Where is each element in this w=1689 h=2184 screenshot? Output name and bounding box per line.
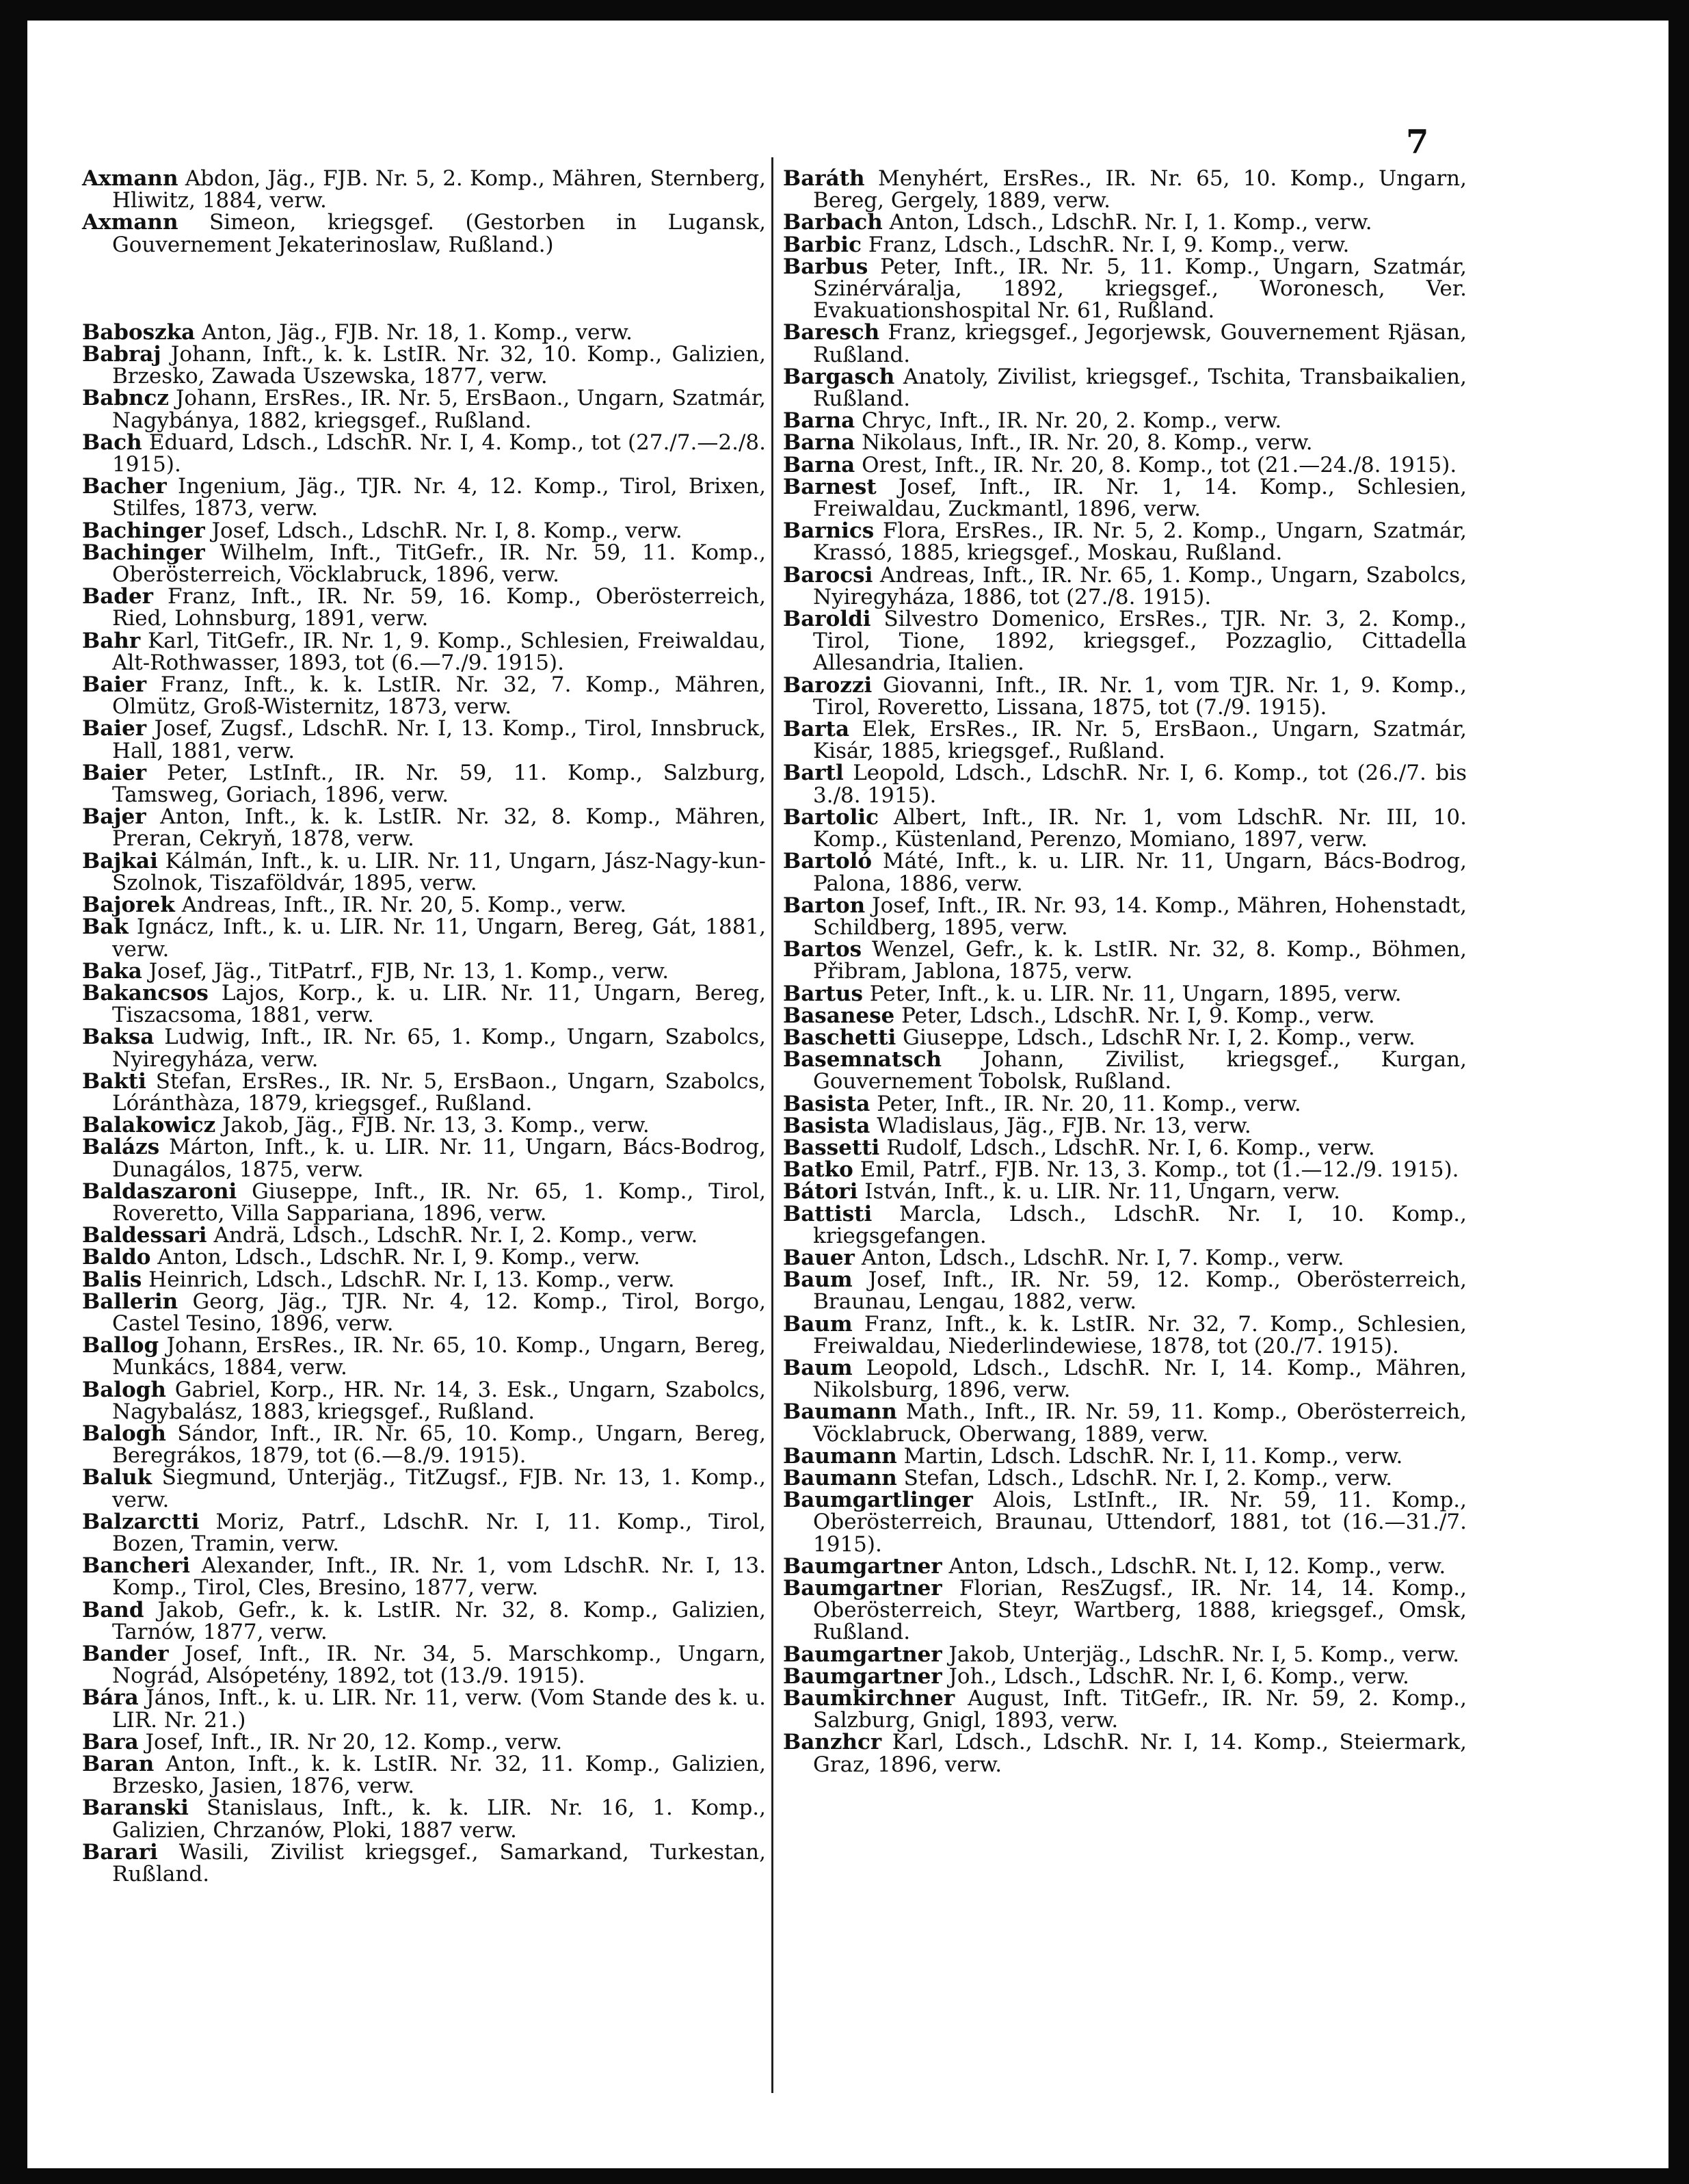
- list-item: [783, 1313, 1467, 1357]
- entry-surname: Bak: [82, 915, 129, 940]
- entry-details: Ingenium, Jäg., TJR. Nr. 4, 12. Komp., Tirol, Brixen, Stilfes, 1873, verw.: [112, 474, 766, 521]
- entry-surname: Bakancsos: [82, 980, 209, 1005]
- list-item: [82, 1379, 766, 1423]
- entry-surname: Ballerin: [82, 1289, 178, 1314]
- entry-surname: Baldo: [82, 1245, 151, 1270]
- entry-details: Wilhelm, Inft., TitGefr., IR. Nr. 59, 11. Komp., Oberösterreich, Vöcklabruck, 1896, verw.: [112, 540, 767, 588]
- entry-surname: Axmann: [82, 166, 178, 191]
- list-item: [783, 1203, 1467, 1247]
- entry-surname: Bartus: [783, 981, 863, 1006]
- entry-details: Johann, Inft., k. k. LstIR. Nr. 32, 10. Komp., Galizien, Brzesko, Zawada Uszewska, 1877, verw.: [112, 342, 766, 389]
- list-item: [82, 718, 766, 761]
- entry-details: Karl, Ldsch., LdschR. Nr. I, 14. Komp., Steiermark, Graz, 1896, verw.: [813, 1730, 1467, 1777]
- list-item: [82, 1421, 766, 1469]
- list-item: [82, 630, 766, 674]
- entry-surname: Basista: [783, 1091, 870, 1116]
- entry-details: Rudolf, Ldsch., LdschR. Nr. I, 6. Komp., verw.: [886, 1135, 1375, 1160]
- entry-surname: Babncz: [82, 386, 169, 411]
- entry-details: Giuseppe, Ldsch., LdschR Nr. I, 2. Komp., verw.: [903, 1025, 1415, 1050]
- entry-details: Franz, Inft., IR. Nr. 59, 16. Komp., Oberösterreich, Ried, Lohnsburg, 1891, verw.: [112, 584, 766, 631]
- entry-surname: Baldessari: [82, 1223, 207, 1248]
- entry-details: Johann, Zivilist, kriegsgef., Kurgan, Gouvernement Tobolsk, Rußland.: [813, 1047, 1467, 1094]
- list-item: [82, 586, 766, 629]
- list-item: [783, 608, 1467, 674]
- list-item: [783, 476, 1467, 520]
- entry-surname: Baumann: [783, 1465, 897, 1490]
- list-item: [82, 1753, 766, 1797]
- entry-surname: Balakowicz: [82, 1113, 216, 1138]
- list-item: [783, 1159, 1467, 1181]
- entry-surname: Barari: [82, 1839, 158, 1865]
- entry-surname: Baldaszaroni: [82, 1179, 237, 1204]
- entry-surname: Bajkai: [82, 848, 158, 873]
- entry-surname: Baroldi: [783, 607, 871, 632]
- list-item: [82, 1599, 766, 1643]
- entry-surname: Baka: [82, 958, 142, 984]
- entry-surname: Barta: [783, 717, 850, 742]
- entry-details: Anton, Ldsch., LdschR. Nr. I, 7. Komp., verw.: [861, 1245, 1344, 1270]
- entry-details: Josef, Zugsf., LdschR. Nr. I, 13. Komp., Tirol, Innsbruck, Hall, 1881, verw.: [112, 716, 766, 763]
- entry-details: Márton, Inft., k. u. LIR. Nr. 11, Ungarn, Bács-Bodrog, Dunagálos, 1875, verw.: [112, 1135, 767, 1182]
- list-item: [783, 366, 1467, 410]
- list-item: [783, 1577, 1467, 1644]
- entry-details: Ludwig, Inft., IR. Nr. 65, 1. Komp., Ungarn, Szabolcs, Nyiregyháza, verw.: [112, 1025, 766, 1072]
- entry-details: Moriz, Patrf., LdschR. Nr. I, 11. Komp., Tirol, Bozen, Tramin, verw.: [112, 1509, 766, 1556]
- entry-details: Franz, kriegsgef., Jegorjewsk, Gouvernement Rjäsan, Rußland.: [813, 320, 1467, 367]
- entry-details: Kálmán, Inft., k. u. LIR. Nr. 11, Ungarn, Jász-Nagy-kun-Szolnok, Tiszaföldvár, 1895, verw.: [112, 848, 767, 895]
- entry-surname: Baier: [82, 760, 147, 785]
- list-item: [783, 983, 1467, 1005]
- entry-details: Lajos, Korp., k. u. LIR. Nr. 11, Ungarn, Bereg, Tiszacsoma, 1881, verw.: [112, 980, 766, 1028]
- list-item: [82, 982, 766, 1026]
- entry-details: Franz, Ldsch., LdschR. Nr. I, 9. Komp., verw.: [868, 232, 1350, 257]
- entry-surname: Band: [82, 1597, 144, 1622]
- entry-surname: Barnics: [783, 518, 875, 544]
- entry-surname: Bartolic: [783, 804, 879, 830]
- entry-details: Gabriel, Korp., HR. Nr. 14, 3. Esk., Ungarn, Szabolcs, Nagybalász, 1883, kriegsgef., Rußland.: [112, 1377, 766, 1424]
- entry-surname: Basanese: [783, 1003, 895, 1028]
- entry-surname: Barna: [783, 430, 855, 456]
- list-item: [82, 1136, 766, 1180]
- entry-details: Chryc, Inft., IR. Nr. 20, 2. Komp., verw.: [862, 408, 1282, 434]
- list-item: [783, 895, 1467, 938]
- entry-surname: Banzhcr: [783, 1730, 882, 1755]
- list-item: [783, 850, 1467, 894]
- entry-details: Peter, LstInft., IR. Nr. 59, 11. Komp., Salzburg, Tamsweg, Goriach, 1896, verw.: [112, 760, 767, 808]
- entry-details: Franz, Inft., k. k. LstIR. Nr. 32, 7. Komp., Mähren, Olmütz, Groß-Wisternitz, 1873, verw.: [112, 672, 766, 720]
- entry-surname: Baumgartlinger: [783, 1488, 973, 1513]
- entry-details: Menyhért, ErsRes., IR. Nr. 65, 10. Komp., Ungarn, Bereg, Gergely, 1889, verw.: [813, 166, 1467, 213]
- list-item: [783, 1027, 1467, 1049]
- list-item: [783, 718, 1467, 762]
- entry-details: Peter, Ldsch., LdschR. Nr. I, 9. Komp., verw.: [901, 1003, 1375, 1028]
- entry-surname: Baum: [783, 1311, 853, 1337]
- list-item: [82, 1224, 766, 1246]
- list-item: [783, 1269, 1467, 1313]
- right-column: [783, 168, 1467, 1776]
- entry-surname: Barbach: [783, 210, 883, 235]
- entry-details: Martin, Ldsch. LdschR. Nr. I, 11. Komp., verw.: [903, 1443, 1403, 1469]
- entry-surname: Bartos: [783, 937, 862, 962]
- entry-surname: Balzarctti: [82, 1509, 200, 1534]
- list-item: [82, 1797, 766, 1841]
- entry-surname: Bartoló: [783, 849, 873, 874]
- entry-details: Flora, ErsRes., IR. Nr. 5, 2. Komp., Ungarn, Szatmár, Krassó, 1885, kriegsgef., Moskau, Rußland.: [813, 518, 1467, 566]
- list-item: [783, 256, 1467, 322]
- entry-surname: Basemnatsch: [783, 1047, 942, 1073]
- list-item: [783, 1093, 1467, 1115]
- list-item: [82, 432, 766, 475]
- entry-details: Alexander, Inft., IR. Nr. 1, vom LdschR. Nr. I, 13. Komp., Tirol, Cles, Bresino, 1877, verw.: [112, 1553, 766, 1601]
- entry-details: Jakob, Gefr., k. k. LstIR. Nr. 32, 8. Komp., Galizien, Tarnów, 1877, verw.: [112, 1597, 766, 1644]
- entry-surname: Baumann: [783, 1399, 897, 1425]
- entry-surname: Bajer: [82, 804, 146, 830]
- list-item: [82, 211, 766, 255]
- entry-details: Franz, Inft., k. k. LstIR. Nr. 32, 7. Komp., Schlesien, Freiwaldau, Niederlindewiese, 1878, tot (20./7. 1915).: [813, 1311, 1467, 1358]
- entry-surname: Baráth: [783, 166, 865, 191]
- list-item: [783, 1467, 1467, 1489]
- list-item: [82, 343, 766, 387]
- list-item: [82, 1731, 766, 1753]
- entry-surname: Basista: [783, 1113, 870, 1138]
- entry-surname: Barozzi: [783, 672, 873, 698]
- list-item: [783, 1687, 1467, 1731]
- list-item: [783, 938, 1467, 982]
- list-item: [82, 762, 766, 806]
- entry-surname: Bahr: [82, 628, 141, 653]
- entry-surname: Bartl: [783, 761, 844, 786]
- entry-details: Florian, ResZugsf., IR. Nr. 14, 14. Komp., Oberösterreich, Steyr, Wartberg, 1888, kriegsgef., Omsk, Rußland.: [813, 1576, 1467, 1645]
- list-item: [82, 1269, 766, 1291]
- entry-surname: Bacher: [82, 474, 167, 499]
- list-item: [82, 1070, 766, 1114]
- entry-surname: Baumann: [783, 1443, 897, 1469]
- list-item: [82, 1687, 766, 1731]
- entry-details: Anton, Inft., k. k. LstIR. Nr. 32, 8. Komp., Mähren, Preran, Cekryň, 1878, verw.: [112, 804, 766, 852]
- list-item: [783, 1247, 1467, 1269]
- entry-details: Eduard, Ldsch., LdschR. Nr. I, 4. Komp., tot (27./7.—2./8. 1915).: [112, 430, 767, 477]
- entry-surname: Baumgartner: [783, 1642, 942, 1667]
- entry-details: Josef, Jäg., TitPatrf., FJB, Nr. 13, 1. Komp., verw.: [148, 958, 669, 984]
- list-item: [82, 168, 766, 211]
- entry-surname: Barbic: [783, 232, 862, 257]
- entry-details: Heinrich, Ldsch., LdschR. Nr. I, 13. Komp., verw.: [148, 1267, 675, 1292]
- entry-details: Math., Inft., IR. Nr. 59, 11. Komp., Oberösterreich, Vöcklabruck, Oberwang, 1889, verw.: [813, 1399, 1467, 1447]
- list-item: [82, 916, 766, 960]
- entry-details: Johann, ErsRes., IR. Nr. 5, ErsBaon., Ungarn, Szatmár, Nagybánya, 1882, kriegsgef., Rußland.: [112, 386, 766, 433]
- entry-surname: Bauer: [783, 1245, 855, 1270]
- entry-details: Wladislaus, Jäg., FJB. Nr. 13, verw.: [877, 1113, 1251, 1138]
- list-item: [82, 387, 766, 431]
- entry-details: Jakob, Jäg., FJB. Nr. 13, 3. Komp., verw.: [222, 1113, 650, 1138]
- entry-surname: Bára: [82, 1685, 139, 1711]
- entry-details: Orest, Inft., IR. Nr. 20, 8. Komp., tot (21.—24./8. 1915).: [862, 452, 1457, 477]
- list-item: [783, 520, 1467, 564]
- entry-surname: Babraj: [82, 342, 161, 367]
- entry-details: Anton, Ldsch., LdschR. Nr. I, 9. Komp., verw.: [157, 1245, 641, 1270]
- entry-surname: Bátori: [783, 1179, 858, 1205]
- entry-details: Anton, Ldsch., LdschR. Nt. I, 12. Komp., verw.: [948, 1553, 1446, 1579]
- entry-surname: Baschetti: [783, 1025, 896, 1050]
- list-item: [783, 564, 1467, 608]
- list-item: [783, 1644, 1467, 1666]
- entry-details: Abdon, Jäg., FJB. Nr. 5, 2. Komp., Mähren, Sternberg, Hliwitz, 1884, verw.: [112, 166, 766, 213]
- list-item: [783, 410, 1467, 432]
- list-item: [783, 1005, 1467, 1027]
- entry-surname: Bajorek: [82, 893, 175, 918]
- entry-details: Ignácz, Inft., k. u. LIR. Nr. 11, Ungarn, Bereg, Gát, 1881, verw.: [112, 915, 766, 962]
- entry-details: Josef, Inft., IR. Nr. 1, 14. Komp., Schlesien, Freiwaldau, Zuckmantl, 1896, verw.: [813, 474, 1467, 522]
- entry-details: Anatoly, Zivilist, kriegsgef., Tschita, Transbaikalien, Rußland.: [813, 364, 1467, 412]
- page-number: 7: [1406, 123, 1429, 161]
- entry-surname: Bader: [82, 584, 154, 609]
- entry-details: Marcla, Ldsch., LdschR. Nr. I, 10. Komp., kriegsgefangen.: [813, 1201, 1467, 1248]
- entry-details: Andreas, Inft., IR. Nr. 65, 1. Komp., Ungarn, Szabolcs, Nyiregyháza, 1886, tot (27./8. 1915).: [813, 562, 1467, 609]
- entry-surname: Baier: [82, 716, 147, 741]
- list-item: [82, 960, 766, 982]
- list-item: [783, 806, 1467, 850]
- list-item: [783, 1357, 1467, 1401]
- list-item: [783, 674, 1467, 718]
- list-item: [82, 542, 766, 586]
- entry-details: Anton, Ldsch., LdschR. Nr. I, 1. Komp., verw.: [889, 210, 1372, 235]
- entry-details: Jakob, Unterjäg., LdschR. Nr. I, 5. Komp., verw.: [948, 1642, 1460, 1667]
- entry-surname: Bargasch: [783, 364, 895, 389]
- entry-details: Peter, Inft., IR. Nr. 20, 11. Komp., verw.: [877, 1091, 1301, 1116]
- entry-surname: Bachinger: [82, 518, 205, 543]
- entry-surname: Baksa: [82, 1025, 155, 1050]
- entry-details: Stanislaus, Inft., k. k. LIR. Nr. 16, 1. Komp., Galizien, Chrzanów, Ploki, 1887 verw.: [112, 1795, 766, 1843]
- entry-details: Josef, Inft., IR. Nr. 34, 5. Marschkomp., Ungarn, Nográd, Alsópetény, 1892, tot (13./9. 1915).: [112, 1642, 766, 1689]
- entry-details: Josef, Inft., IR. Nr 20, 12. Komp., verw.: [145, 1729, 563, 1754]
- entry-details: Peter, Inft., IR. Nr. 5, 11. Komp., Ungarn, Szatmár, Szinérváralja, 1892, kriegsgef., Woronesch, Ver. Evakuationshospital Nr. 61, Rußland.: [813, 254, 1467, 324]
- entry-surname: Balogh: [82, 1377, 166, 1402]
- entry-details: August, Inft. TitGefr., IR. Nr. 59, 2. Komp., Salzburg, Gnigl, 1893, verw.: [813, 1686, 1467, 1733]
- list-item: [82, 894, 766, 916]
- entry-details: Georg, Jäg., TJR. Nr. 4, 12. Komp., Tirol, Borgo, Castel Tesino, 1896, verw.: [112, 1289, 766, 1336]
- left-column: [82, 168, 766, 1885]
- list-item: [783, 1663, 1467, 1689]
- entry-surname: Barbus: [783, 254, 868, 279]
- entry-details: Josef, Inft., IR. Nr. 93, 14. Komp., Mähren, Hohenstadt, Schildberg, 1895, verw.: [813, 893, 1467, 940]
- entry-details: Stefan, ErsRes., IR. Nr. 5, ErsBaon., Ungarn, Szabolcs, Lóránthàza, 1879, kriegsgef., Rußland.: [112, 1068, 766, 1116]
- entry-surname: Baum: [783, 1355, 853, 1380]
- entry-surname: Baranski: [82, 1795, 189, 1821]
- entry-surname: Baluk: [82, 1465, 152, 1490]
- entry-details: Giuseppe, Inft., IR. Nr. 65, 1. Komp., Tirol, Roveretto, Villa Sappariana, 1896, verw.: [112, 1179, 766, 1226]
- list-item: [82, 520, 766, 542]
- entry-details: Alois, LstInft., IR. Nr. 59, 11. Komp., Oberösterreich, Braunau, Uttendorf, 1881, tot (16.—31./7. 1915).: [813, 1488, 1467, 1557]
- entry-surname: Barnest: [783, 474, 877, 499]
- list-item: [783, 1401, 1467, 1445]
- entry-surname: Bach: [82, 430, 142, 455]
- entry-surname: Bachinger: [82, 540, 205, 565]
- entry-details: István, Inft., k. u. LIR. Nr. 11, Ungarn, verw.: [864, 1179, 1340, 1205]
- entry-surname: Baumkirchner: [783, 1686, 955, 1711]
- list-item: [783, 1115, 1467, 1137]
- entry-details: Wenzel, Gefr., k. k. LstIR. Nr. 32, 8. Komp., Böhmen, Přibram, Jablona, 1875, verw.: [813, 937, 1467, 984]
- entry-details: Emil, Patrf., FJB. Nr. 13, 3. Komp., tot (1.—12./9. 1915).: [860, 1157, 1459, 1183]
- entry-surname: Ballog: [82, 1333, 159, 1358]
- list-item: [783, 1731, 1467, 1775]
- entry-details: Silvestro Domenico, ErsRes., TJR. Nr. 3, 2. Komp., Tirol, Tione, 1892, kriegsgef., Pozzaglio, Cittadella Allesandria, Italien.: [813, 607, 1467, 676]
- entry-surname: Baier: [82, 672, 147, 698]
- entry-surname: Balis: [82, 1267, 142, 1292]
- entry-details: Andreas, Inft., IR. Nr. 20, 5. Komp., verw.: [181, 893, 627, 918]
- list-item: [82, 1246, 766, 1268]
- entry-details: Simeon, kriegsgef. (Gestorben in Lugansk, Gouvernement Jekaterinoslaw, Rußland.): [112, 210, 766, 257]
- list-item: [82, 806, 766, 850]
- entry-surname: Balogh: [82, 1421, 166, 1446]
- entry-details: Andrä, Ldsch., LdschR. Nr. I, 2. Komp., verw.: [213, 1223, 698, 1248]
- list-item: [82, 475, 766, 519]
- list-item: [783, 1049, 1467, 1092]
- list-item: [82, 674, 766, 718]
- entry-surname: Baum: [783, 1267, 853, 1293]
- list-item: [82, 1334, 766, 1378]
- entry-surname: Baran: [82, 1752, 155, 1777]
- entry-surname: Baboszka: [82, 319, 196, 345]
- entry-surname: Barna: [783, 408, 855, 434]
- entry-details: Stefan, Ldsch., LdschR. Nr. I, 2. Komp., verw.: [903, 1465, 1393, 1490]
- list-item: [783, 1179, 1467, 1205]
- list-item: [82, 1643, 766, 1687]
- entry-surname: Batko: [783, 1157, 853, 1183]
- entry-details: Johann, ErsRes., IR. Nr. 65, 10. Komp., Ungarn, Bereg, Munkács, 1884, verw.: [112, 1333, 767, 1380]
- entry-surname: Barna: [783, 452, 855, 477]
- list-item: [783, 321, 1467, 365]
- list-item: [783, 454, 1467, 476]
- entry-details: Giovanni, Inft., IR. Nr. 1, vom TJR. Nr. 1, 9. Komp., Tirol, Roveretto, Lissana, 1875, tot (7./9. 1915).: [813, 672, 1467, 720]
- entry-details: Nikolaus, Inft., IR. Nr. 20, 8. Komp., verw.: [862, 430, 1313, 456]
- entry-surname: Bancheri: [82, 1553, 191, 1579]
- page: [27, 21, 1668, 2168]
- list-item: [82, 321, 766, 343]
- list-item: [82, 1114, 766, 1136]
- entry-details: Albert, Inft., IR. Nr. 1, vom LdschR. Nr. III, 10. Komp., Küstenland, Perenzo, Momiano, 1897, verw.: [813, 804, 1467, 852]
- list-item: [82, 1841, 766, 1885]
- entry-details: Máté, Inft., k. u. LIR. Nr. 11, Ungarn, Bács-Bodrog, Palona, 1886, verw.: [813, 849, 1467, 896]
- entry-surname: Barton: [783, 893, 866, 918]
- entry-surname: Axmann: [82, 210, 178, 235]
- entry-details: Elek, ErsRes., IR. Nr. 5, ErsBaon., Ungarn, Szatmár, Kisár, 1885, kriegsgef., Rußland.: [813, 717, 1467, 764]
- entry-surname: Baumgartner: [783, 1576, 942, 1601]
- entry-surname: Baumgartner: [783, 1553, 942, 1579]
- list-item: [783, 1445, 1467, 1467]
- list-item: [82, 1181, 766, 1224]
- entry-details: Leopold, Ldsch., LdschR. Nr. I, 6. Komp., tot (26./7. bis 3./8. 1915).: [813, 761, 1467, 808]
- entry-details: Sándor, Inft., IR. Nr. 65, 10. Komp., Ungarn, Bereg, Beregrákos, 1879, tot (6.—8./9. 1915).: [112, 1421, 766, 1469]
- entry-details: Leopold, Ldsch., LdschR. Nr. I, 14. Komp., Mähren, Nikolsburg, 1896, verw.: [813, 1355, 1467, 1403]
- list-item: [82, 850, 766, 894]
- list-item: [82, 1291, 766, 1334]
- list-item: [783, 211, 1467, 233]
- list-item: [82, 1553, 766, 1601]
- list-item: [783, 1489, 1467, 1555]
- entry-surname: Balázs: [82, 1135, 160, 1160]
- entry-details: Josef, Inft., IR. Nr. 59, 12. Komp., Oberösterreich, Braunau, Lengau, 1882, verw.: [813, 1267, 1467, 1315]
- entry-details: Peter, Inft., k. u. LIR. Nr. 11, Ungarn, 1895, verw.: [869, 981, 1402, 1006]
- list-item: [82, 1511, 766, 1555]
- entry-details: Karl, TitGefr., IR. Nr. 1, 9. Komp., Schlesien, Freiwaldau, Alt-Rothwasser, 1893, tot (6.—7./9. 1915).: [112, 628, 766, 675]
- column-divider: [771, 157, 773, 2093]
- list-item: [783, 1555, 1467, 1577]
- entry-surname: Bara: [82, 1729, 139, 1754]
- entry-details: Wasili, Zivilist kriegsgef., Samarkand, Turkestan, Rußland.: [112, 1839, 766, 1887]
- entry-surname: Bakti: [82, 1068, 146, 1094]
- list-item: [783, 168, 1467, 211]
- entry-details: János, Inft., k. u. LIR. Nr. 11, verw. (Vom Stande des k. u. LIR. Nr. 21.): [112, 1685, 767, 1733]
- entry-details: Josef, Ldsch., LdschR. Nr. I, 8. Komp., verw.: [211, 518, 682, 543]
- entry-surname: Baumgartner: [783, 1663, 942, 1689]
- entry-details: Anton, Inft., k. k. LstIR. Nr. 32, 11. Komp., Galizien, Brzesko, Jasien, 1876, verw.: [112, 1752, 766, 1799]
- entry-surname: Barocsi: [783, 562, 873, 588]
- entry-details: Joh., Ldsch., LdschR. Nr. I, 6. Komp., verw.: [948, 1663, 1409, 1689]
- entry-details: Siegmund, Unterjäg., TitZugsf., FJB. Nr. 13, 1. Komp., verw.: [112, 1465, 766, 1512]
- list-item: [783, 234, 1467, 256]
- list-item: [783, 430, 1467, 456]
- list-item: [82, 1466, 766, 1510]
- entry-surname: Bander: [82, 1642, 169, 1666]
- list-item: [82, 1026, 766, 1070]
- list-item: [783, 1137, 1467, 1159]
- section-gap: [82, 256, 766, 321]
- entry-surname: Battisti: [783, 1201, 873, 1226]
- entry-surname: Baresch: [783, 320, 880, 345]
- entry-surname: Bassetti: [783, 1135, 880, 1160]
- list-item: [783, 762, 1467, 806]
- entry-details: Anton, Jäg., FJB. Nr. 18, 1. Komp., verw.: [202, 319, 633, 345]
